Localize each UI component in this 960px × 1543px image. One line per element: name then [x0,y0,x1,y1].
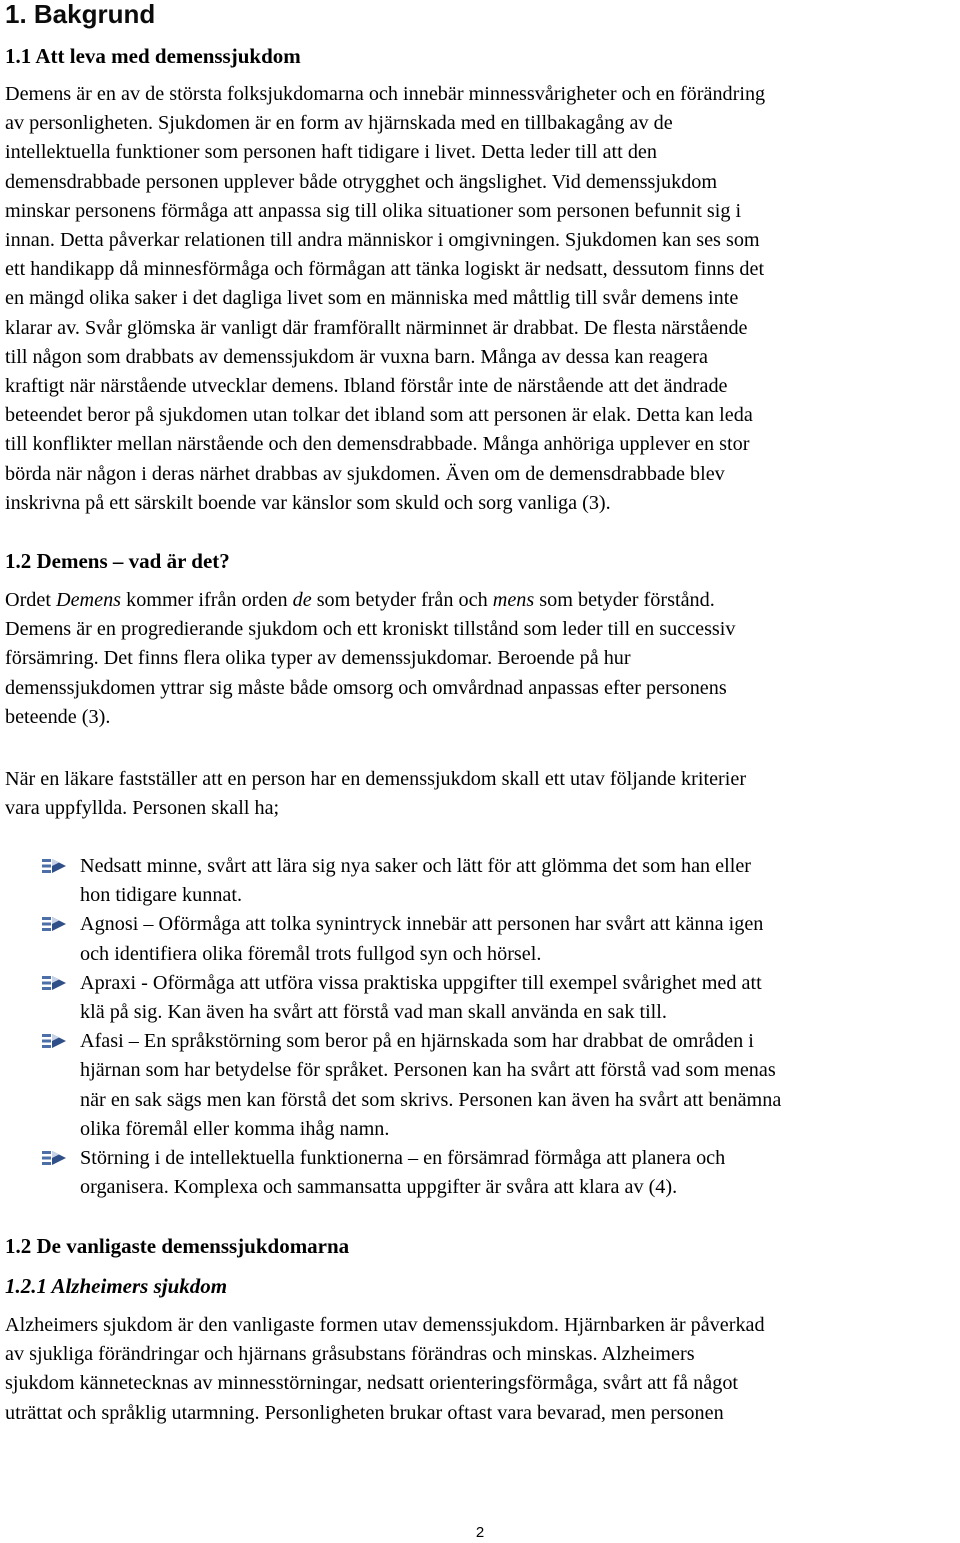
text-line: När en läkare fastställer att en person har en demenssjukdom skall ett utav följande kriterier [5,768,747,790]
text-line [5,586,957,615]
text-line: olika föremål eller komma ihåg namn. [80,1117,390,1140]
text-line: organisera. Komplexa och sammansatta uppgifter är svåra att klara av (4). [80,1176,678,1199]
list-item [5,1144,957,1202]
list-item [5,910,957,968]
arrow-bullet-icon [42,915,68,933]
text-line: innan. Detta påverkar relationen till andra människor i omgivningen. Sjukdomen kan ses som [5,229,760,252]
text-line: demenssjukdomen yttrar sig måste både omsorg och omvårdnad anpassas efter personens [5,676,727,699]
text-line: när en sak sägs men kan förstå det som skrivs. Personen kan även ha svårt att benämna [80,1088,782,1111]
criteria-list [5,852,957,1202]
text-line: och identifiera olika föremål trots fullgod syn och hörsel. [80,942,542,965]
text-line: Nedsatt minne, svårt att lära sig nya saker och lätt för att glömma det som han eller [80,855,752,877]
paragraph-criteria-intro [5,765,957,823]
list-item [5,852,957,910]
emphasis-demens: Demens [56,589,122,611]
text-line: klarar av. Svår glömska är vanligt där framförallt närminnet är drabbat. De flesta närstående [5,316,748,339]
text-line: vara uppfyllda. Personen skall ha; [5,797,280,820]
arrow-bullet-icon [42,857,68,875]
text-line: inskrivna på ett särskilt boende var känslor som skuld och sorg vanliga (3). [5,491,611,514]
text-run: kommer ifrån orden [121,589,293,611]
text-line: Afasi – En språkstörning som beror på en hjärnskada som har drabbat de områden i [80,1030,754,1053]
text-line: en mängd olika saker i det dagliga livet som en människa med måttlig till svår demens inte [5,287,739,310]
text-line: demensdrabbade personen upplever både otrygghet och ängslighet. Vid demenssjukdom [5,170,718,193]
text-line: försämring. Det finns flera olika typer av demenssjukdomar. Beroende på hur [5,647,631,670]
text-line: Demens är en av de största folksjukdomarna och innebär minnessvårigheter och en förändring [5,83,766,105]
chapter-heading: 1. Bakgrund [5,0,156,29]
arrow-bullet-icon [42,1032,68,1050]
paragraph-alzheimers [5,1311,957,1428]
text-line: till konflikter mellan närstående och den demensdrabbade. Många anhöriga upplever en stor [5,433,750,456]
text-line: till någon som drabbats av demenssjukdom är vuxna barn. Många av dessa kan reagera [5,345,708,368]
text-line: ett handikapp då minnesförmåga och förmågan att tänka logiskt är nedsatt, dessutom finns det [5,258,765,281]
text-line: klä på sig. Kan även ha svårt att förstå vad man skall använda en sak till. [80,1001,667,1024]
section-heading-1-2: 1.2 Demens – vad är det? [5,549,230,573]
text-line: beteendet beror på sjukdomen utan tolkar det ibland som att personen är elak. Detta kan leda [5,404,753,427]
text-line: börda när någon i deras närhet drabbas av sjukdomen. Även om de demensdrabbade blev [5,462,725,485]
text-line: hon tidigare kunnat. [80,884,243,907]
text-line: Agnosi – Oförmåga att tolka synintryck innebär att personen har svårt att känna igen [80,913,764,936]
paragraph-living-with-dementia [5,80,957,518]
emphasis-mens: mens [492,589,535,611]
text-line: beteende (3). [5,705,111,728]
text-line: minskar personens förmåga att anpassa sig till olika situationer som personen befunnit sig i [5,199,742,222]
emphasis-de: de [292,589,312,611]
text-run: Ordet [5,589,57,611]
text-line: sjukdom kännetecknas av minnesstörningar, nedsatt orienteringsförmåga, svårt att få något [5,1372,739,1395]
subsection-heading-alzheimers: 1.2.1 Alzheimers sjukdom [5,1274,228,1298]
text-line: Störning i de intellektuella funktionerna – en försämrad förmåga att planera och [80,1147,726,1170]
text-line: Apraxi - Oförmåga att utföra vissa praktiska uppgifter till exempel svårighet med att [80,971,762,994]
text-line: intellektuella funktioner som personen haft tidigare i livet. Detta leder till att den [5,141,657,164]
paragraph-what-is-dementia [5,586,957,732]
arrow-bullet-icon [42,974,68,992]
list-item [5,969,957,1027]
section-heading-1-1: 1.1 Att leva med demenssjukdom [5,44,301,68]
text-line: uträttat och språklig utarmning. Personligheten brukar oftast vara bevarad, men personen [5,1401,724,1424]
text-run: som betyder från och [311,589,493,611]
text-line: av sjukliga förändringar och hjärnans gråsubstans förändras och minskas. Alzheimers [5,1343,695,1366]
page-number: 2 [475,1524,485,1541]
text-line: Demens är en progredierande sjukdom och ett kroniskt tillstånd som leder till en successiv [5,618,736,641]
arrow-bullet-icon [42,1149,68,1167]
text-line: av personligheten. Sjukdomen är en form av hjärnskada med en tillbakagång av de [5,112,673,135]
text-line: kraftigt när närstående utvecklar demens. Ibland förstår inte de närstående att det ändrade [5,375,728,398]
text-line: hjärnan som har betydelse för språket. Personen kan ha svårt att förstå vad som menas [80,1059,776,1082]
section-heading-common-dementias: 1.2 De vanligaste demenssjukdomarna [5,1234,350,1258]
list-item [5,1027,957,1144]
text-line: Alzheimers sjukdom är den vanligaste formen utav demenssjukdom. Hjärnbarken är påverkad [5,1314,765,1336]
text-run: som betyder förstånd. [534,589,715,611]
